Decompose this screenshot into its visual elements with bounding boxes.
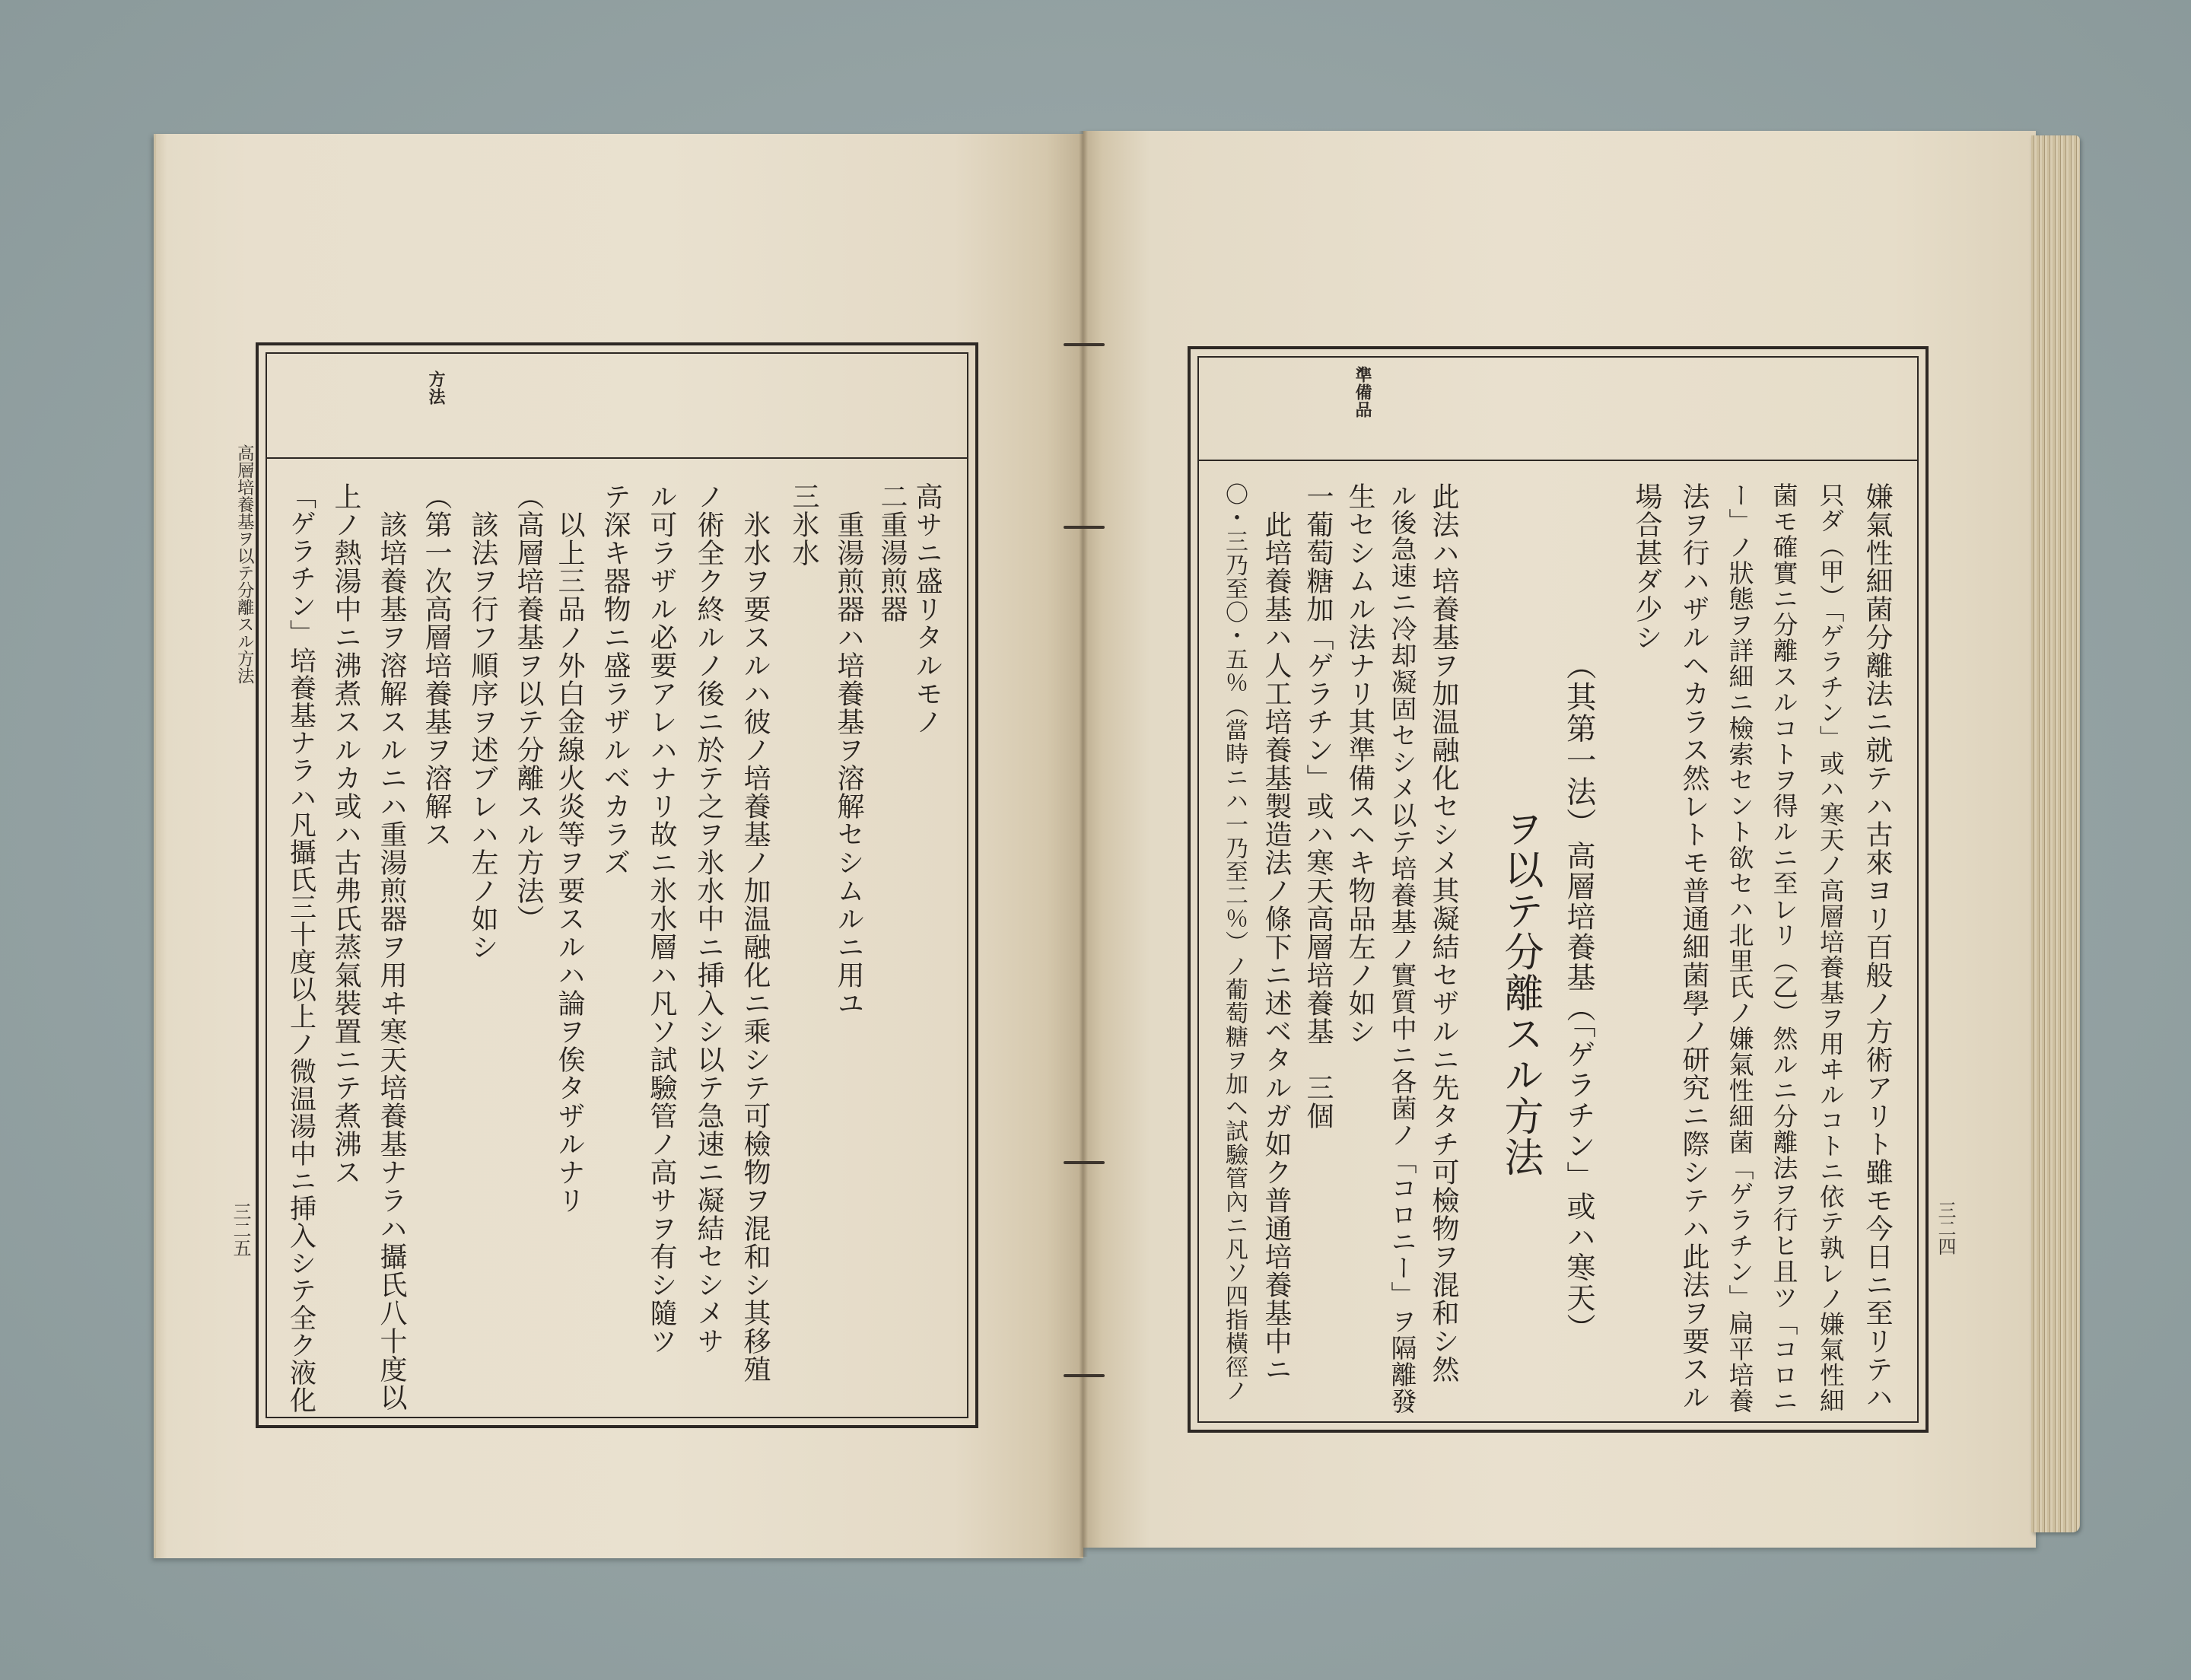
text-column: 高サニ盛リタルモノ: [911, 482, 943, 736]
text-column: 生セシムル法ナリ其準備スヘキ物品左ノ如シ: [1344, 482, 1375, 1045]
page-number: 三二四: [1935, 1201, 1956, 1255]
text-column: 該培養基ヲ溶解スルニハ重湯煎器ヲ用ヰ寒天培養基ナラハ攝氏八十度以: [376, 511, 407, 1411]
list-item-heading: 一葡萄糖加「ゲラチン」或ハ寒天高層培養基 三個: [1302, 482, 1334, 1130]
text-column: ル可ラザル必要アレハナリ故ニ氷水層ハ凡ソ試驗管ノ高サヲ有シ隨ツ: [646, 482, 677, 1355]
list-item-heading: 二重湯煎器: [876, 482, 908, 623]
section-heading-title: 高層培養基（「ゲラチン」或ハ寒天）: [1562, 841, 1595, 1344]
text-column: 上ノ熱湯中ニ沸煮スルカ或ハ古弗氏蒸氣裝置ニテ煮沸ス: [330, 482, 361, 1186]
subsection-heading: （高層培養基ヲ以テ分離スル方法）: [513, 482, 544, 933]
text-column: 氷水ヲ要スルハ彼ノ培養基ノ加温融化ニ乘シテ可檢物ヲ混和シ其移殖: [739, 511, 771, 1383]
text-column: ノ術全ク終ルノ後ニ於テ之ヲ氷水中ニ挿入シ以テ急速ニ凝結セシメサ: [693, 482, 724, 1355]
text-column: テ深キ器物ニ盛ラザルベカラズ: [599, 482, 631, 877]
text-column: 重湯煎器ハ培養基ヲ溶解セシムルニ用ユ: [833, 511, 864, 1017]
text-column: 該法ヲ行フ順序ヲ述ブレハ左ノ如シ: [467, 511, 498, 961]
text-column: 嫌氣性細菌分離法ニ就テハ古來ヨリ百般ノ方術アリト雖モ今日ニ至リテハ: [1862, 482, 1893, 1411]
text-column: 以上三品ノ外白金線火炎等ヲ要スルハ論ヲ俟タザルナリ: [554, 511, 585, 1214]
text-column: 此培養基ハ人工培養基製造法ノ條下ニ述ベタルガ如ク普通培養基中ニ: [1261, 511, 1292, 1383]
page-number: 三二五: [230, 1202, 251, 1257]
margin-note: 準備品: [1353, 366, 1372, 418]
step-heading: （第一次高層培養基ヲ溶解ス: [421, 482, 452, 848]
section-heading-title-cont: ヲ以テ分離スル方法: [1497, 808, 1543, 1178]
text-column: 只ダ（甲）「ゲラチン」或ハ寒天ノ高層培養基ヲ用ヰルコトニ依テ孰レノ嫌氣性細: [1816, 482, 1846, 1414]
text-column: 場合甚ダ少シ: [1631, 482, 1662, 651]
text-column: 法ヲ行ハザルヘカラス然レトモ普通細菌學ノ研究ニ際シテハ此法ヲ要スル: [1678, 482, 1709, 1411]
text-column: 「ゲラチン」培養基ナラハ凡攝氏三十度以上ノ微温湯中ニ挿入シテ全ク液化: [285, 482, 316, 1414]
running-head: 高層培養基ヲ以テ分離スル方法: [234, 444, 255, 684]
text-column: 〇・三乃至〇・五％（當時ニハ一乃至二％）ノ葡萄糖ヲ加ヘ試驗管內ニ凡ソ四指橫徑ノ: [1221, 482, 1248, 1402]
text-column: 菌モ確實ニ分離スルコトヲ得ルニ至レリ（乙）然ルニ分離法ヲ行ヒ且ツ「コロニ: [1769, 482, 1799, 1414]
margin-note: 方法: [426, 371, 446, 406]
section-heading-number: （其第一法）: [1561, 650, 1597, 839]
list-item-heading: 三氷水: [788, 482, 819, 567]
text-column: ー」ノ狀態ヲ詳細ニ檢索セント欲セハ北里氏ノ嫌氣性細菌「ゲラチン」扁平培養: [1725, 482, 1755, 1414]
text-column: ル後急速ニ冷却凝固セシメ以テ培養基ノ實質中ニ各菌ノ「コロニー」ヲ隔離發: [1386, 482, 1417, 1414]
text-column: 此法ハ培養基ヲ加温融化セシメ其凝結セザルニ先タチ可檢物ヲ混和シ然: [1428, 482, 1459, 1383]
